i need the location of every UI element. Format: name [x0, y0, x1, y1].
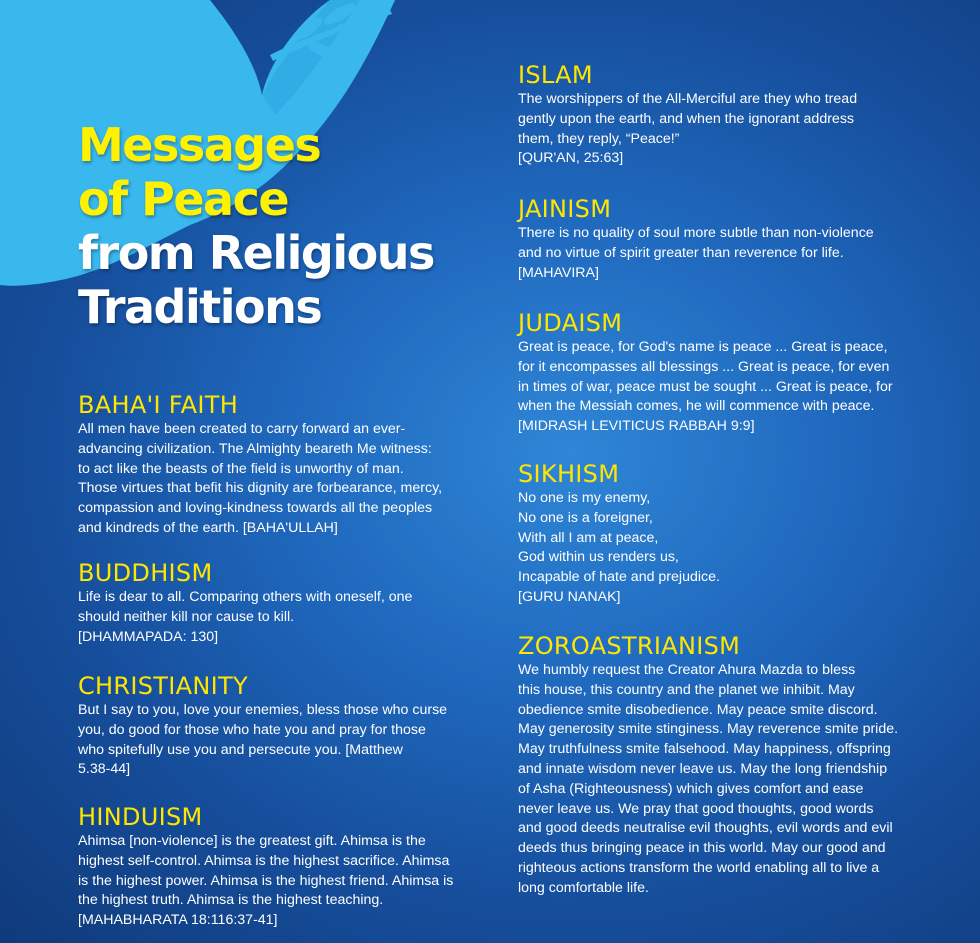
section-heading: BAHA'I FAITH: [78, 391, 239, 419]
section-heading: ZOROASTRIANISM: [518, 632, 741, 660]
section-judaism: [518, 310, 938, 437]
section-zoroastrianism: [518, 633, 948, 899]
section-quote: Life is dear to all. Comparing others with oneself, one should neither kill nor cause to kill. [DHAMMAPADA: 130]: [78, 589, 413, 645]
section-heading: BUDDHISM: [78, 559, 213, 587]
section-quote: Ahimsa [non-violence] is the greatest gift. Ahimsa is the highest self-control. Ahimsa is the highest sacrifice. Ahimsa is the highest power. Ahimsa is the highest friend. Ahimsa is the highest truth. Ahimsa is the highest teaching. [MAHABHARATA 18:116:37-41]: [78, 833, 454, 929]
section-bahai-faith: [78, 392, 508, 539]
section-sikhism: [518, 461, 938, 608]
section-heading: JUDAISM: [518, 309, 623, 337]
section-heading: HINDUISM: [78, 803, 203, 831]
title-line-4: Traditions: [78, 280, 322, 334]
section-buddhism: [78, 560, 508, 647]
section-quote: No one is my enemy, No one is a foreigner, With all I am at peace, God within us renders us, Incapable of hate and prejudice. [GURU NANAK]: [518, 490, 720, 605]
section-quote: We humbly request the Creator Ahura Mazda to bless this house, this country and the planet we inhibit. May obedience smite disobedience. May peace smite discord. May generosity smite stinginess. May reverence smite pride. May truthfulness smite falsehood. May happiness, offspring and innate wisdom never leave us. May the long friendship of Asha (Righteousness) which gives comfort and ease never leave us. We pray that good thoughts, good words and good deeds neutralise evil thoughts, evil words and evil deeds thus bringing peace in this world. May our good and righteous actions transform the world enabling all to live a long comfortable life.: [518, 662, 899, 896]
section-heading: SIKHISM: [518, 460, 620, 488]
section-jainism: [518, 196, 938, 283]
section-quote: The worshippers of the All-Merciful are they who tread gently upon the earth, and when the ignorant address them, they reply, “Peace!” [QUR'AN, 25:63]: [518, 91, 858, 167]
section-heading: JAINISM: [518, 195, 612, 223]
section-islam: [518, 62, 938, 169]
section-heading: ISLAM: [518, 61, 593, 89]
section-heading: CHRISTIANITY: [78, 672, 248, 700]
section-quote: But I say to you, love your enemies, bless those who curse you, do good for those who hate you and pray for those who spitefully use you and persecute you. [Matthew 5.38-44]: [78, 702, 448, 778]
section-christianity: [78, 673, 508, 780]
title-line-3: from Religious: [78, 226, 434, 280]
section-quote: All men have been created to carry forward an ever- advancing civilization. The Almighty beareth Me witness: to act like the beasts of the field is unworthy of man. Those virtues that befit his dignity are forbearance, mercy, compassion and loving-kindness towards all the peoples and kindreds of the earth. [BAHA'ULLAH]: [78, 421, 443, 536]
title-line-1: Messages: [78, 118, 321, 172]
section-quote: Great is peace, for God's name is peace ... Great is peace, for it encompasses all blessings ... Great is peace, for even in times of war, peace must be sought ... Great is peace, for when the Messiah comes, he will commence with peace. [MIDRASH LEVITICUS RABBAH 9:9]: [518, 339, 893, 435]
page-title: [78, 118, 434, 334]
section-quote: There is no quality of soul more subtle than non-violence and no virtue of spirit greater than reverence for life. [MAHAVIRA]: [518, 225, 874, 281]
section-hinduism: [78, 804, 508, 931]
title-line-2: of Peace: [78, 172, 289, 226]
